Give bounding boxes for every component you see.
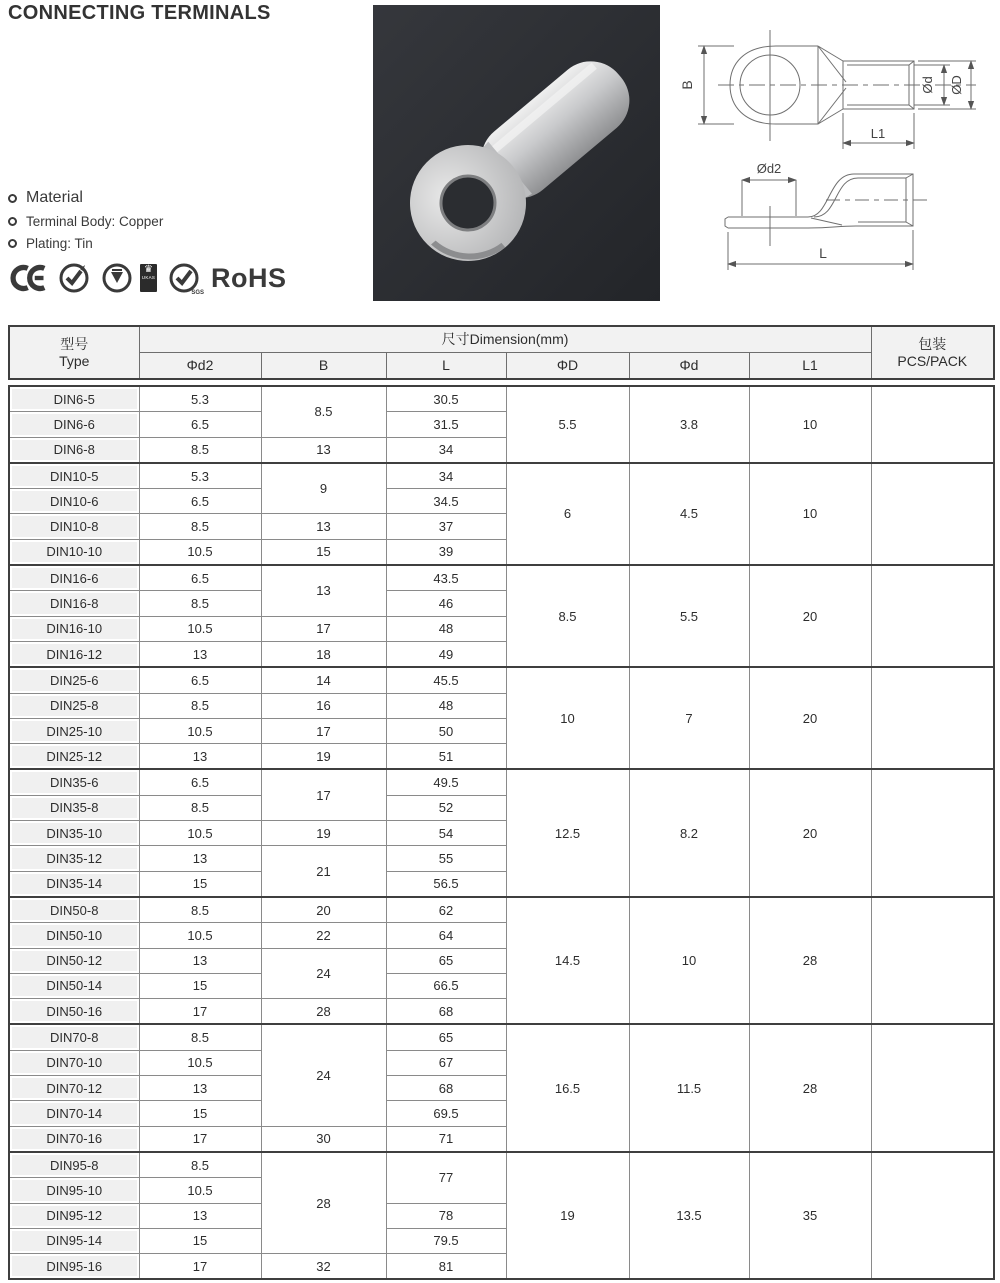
type-cell: DIN35-14 bbox=[9, 871, 139, 897]
phi-d-cell: 11.5 bbox=[629, 1024, 749, 1151]
crown-icon: ♛ bbox=[144, 264, 153, 275]
product-photo bbox=[373, 3, 660, 301]
type-cell: DIN25-6 bbox=[9, 667, 139, 693]
header-col-phid: Φd bbox=[629, 353, 749, 380]
phi-d-cell: 4.5 bbox=[629, 463, 749, 565]
type-cell: DIN25-8 bbox=[9, 693, 139, 718]
terminal-side-view-drawing bbox=[678, 158, 998, 303]
type-cell: DIN70-8 bbox=[9, 1024, 139, 1050]
l-cell: 55 bbox=[386, 846, 506, 871]
b-cell: 24 bbox=[261, 948, 386, 999]
type-cell: DIN50-16 bbox=[9, 999, 139, 1025]
phi-d2-cell: 8.5 bbox=[139, 693, 261, 718]
phi-d2-cell: 10.5 bbox=[139, 821, 261, 846]
b-cell: 19 bbox=[261, 744, 386, 770]
header-pack-zh: 包装 bbox=[918, 335, 947, 352]
type-cell: DIN35-10 bbox=[9, 821, 139, 846]
l1-cell: 20 bbox=[749, 769, 871, 896]
l1-cell: 20 bbox=[749, 667, 871, 769]
l-cell: 77 bbox=[386, 1152, 506, 1203]
material-section bbox=[8, 189, 163, 258]
phi-d2-cell: 10.5 bbox=[139, 1178, 261, 1203]
pack-cell bbox=[871, 565, 994, 667]
material-item-row bbox=[8, 236, 163, 251]
l-cell: 51 bbox=[386, 744, 506, 770]
l-cell: 65 bbox=[386, 948, 506, 973]
sgs-badge bbox=[168, 262, 204, 296]
phi-d2-cell: 6.5 bbox=[139, 667, 261, 693]
type-cell: DIN10-10 bbox=[9, 539, 139, 565]
type-cell: DIN70-12 bbox=[9, 1076, 139, 1101]
pack-cell bbox=[871, 463, 994, 565]
dim-label-l: L bbox=[819, 245, 827, 261]
b-cell: 14 bbox=[261, 667, 386, 693]
l-cell: 54 bbox=[386, 821, 506, 846]
phi-d2-cell: 10.5 bbox=[139, 718, 261, 743]
phi-D-cell: 16.5 bbox=[506, 1024, 629, 1151]
l-cell: 68 bbox=[386, 999, 506, 1025]
pack-cell bbox=[871, 386, 994, 463]
b-cell: 30 bbox=[261, 1126, 386, 1152]
l-cell: 68 bbox=[386, 1076, 506, 1101]
l-cell: 48 bbox=[386, 616, 506, 641]
dim-label-phiD: ØD bbox=[949, 75, 964, 95]
material-item: Plating: Tin bbox=[26, 236, 93, 251]
phi-d2-cell: 13 bbox=[139, 641, 261, 667]
phi-d-cell: 10 bbox=[629, 897, 749, 1024]
b-cell: 15 bbox=[261, 539, 386, 565]
type-cell: DIN70-14 bbox=[9, 1101, 139, 1126]
b-cell: 13 bbox=[261, 437, 386, 463]
b-cell: 24 bbox=[261, 1024, 386, 1126]
table-row bbox=[9, 565, 994, 591]
header-type-en: Type bbox=[59, 352, 90, 369]
type-cell: DIN70-16 bbox=[9, 1126, 139, 1152]
l1-cell: 10 bbox=[749, 386, 871, 463]
ukas-text: UKAS bbox=[141, 275, 156, 280]
header-col-l1: L1 bbox=[749, 353, 871, 380]
l-cell: 43.5 bbox=[386, 565, 506, 591]
l1-cell: 20 bbox=[749, 565, 871, 667]
type-cell: DIN35-6 bbox=[9, 769, 139, 795]
b-cell: 8.5 bbox=[261, 386, 386, 437]
material-heading: Material bbox=[26, 189, 83, 206]
l-cell: 69.5 bbox=[386, 1101, 506, 1126]
b-cell: 28 bbox=[261, 999, 386, 1025]
l-cell: 56.5 bbox=[386, 871, 506, 897]
b-cell: 28 bbox=[261, 1152, 386, 1254]
header-pack-cell bbox=[871, 326, 994, 379]
bullet-icon bbox=[8, 239, 17, 248]
type-cell: DIN95-12 bbox=[9, 1203, 139, 1228]
type-cell: DIN95-14 bbox=[9, 1228, 139, 1253]
dim-label-phid2: Ød2 bbox=[756, 161, 782, 176]
l-cell: 30.5 bbox=[386, 386, 506, 412]
ukas-label-box bbox=[140, 264, 157, 292]
header-type-cell bbox=[9, 326, 139, 379]
phi-d2-cell: 17 bbox=[139, 1254, 261, 1280]
phi-d2-cell: 15 bbox=[139, 1228, 261, 1253]
phi-d2-cell: 15 bbox=[139, 973, 261, 998]
b-cell: 17 bbox=[261, 718, 386, 743]
phi-d-cell: 13.5 bbox=[629, 1152, 749, 1279]
bullet-icon bbox=[8, 194, 17, 203]
phi-d2-cell: 6.5 bbox=[139, 565, 261, 591]
spec-table bbox=[8, 385, 995, 1280]
type-cell: DIN10-8 bbox=[9, 514, 139, 539]
ukas-crown-badge-icon bbox=[101, 262, 133, 294]
phi-d2-cell: 10.5 bbox=[139, 539, 261, 565]
type-cell: DIN6-5 bbox=[9, 386, 139, 412]
phi-D-cell: 12.5 bbox=[506, 769, 629, 896]
sgs-text: SGS bbox=[191, 290, 204, 296]
type-cell: DIN95-16 bbox=[9, 1254, 139, 1280]
phi-D-cell: 10 bbox=[506, 667, 629, 769]
pack-cell bbox=[871, 667, 994, 769]
phi-d2-cell: 6.5 bbox=[139, 412, 261, 437]
b-cell: 18 bbox=[261, 641, 386, 667]
type-cell: DIN50-12 bbox=[9, 948, 139, 973]
phi-d2-cell: 8.5 bbox=[139, 437, 261, 463]
phi-D-cell: 6 bbox=[506, 463, 629, 565]
type-cell: DIN25-12 bbox=[9, 744, 139, 770]
l-cell: 65 bbox=[386, 1024, 506, 1050]
l-cell: 79.5 bbox=[386, 1228, 506, 1253]
b-cell: 20 bbox=[261, 897, 386, 923]
page-title: CONNECTING TERMINALS bbox=[8, 2, 271, 24]
b-cell: 13 bbox=[261, 514, 386, 539]
pack-cell bbox=[871, 1024, 994, 1151]
phi-d2-cell: 5.3 bbox=[139, 463, 261, 489]
phi-d2-cell: 13 bbox=[139, 1076, 261, 1101]
quality-check-badge-icon bbox=[58, 262, 90, 294]
phi-d2-cell: 17 bbox=[139, 999, 261, 1025]
l-cell: 66.5 bbox=[386, 973, 506, 998]
l-cell: 31.5 bbox=[386, 412, 506, 437]
type-cell: DIN35-12 bbox=[9, 846, 139, 871]
l-cell: 34.5 bbox=[386, 489, 506, 514]
table-row bbox=[9, 897, 994, 923]
phi-d2-cell: 6.5 bbox=[139, 769, 261, 795]
type-cell: DIN50-8 bbox=[9, 897, 139, 923]
material-heading-row bbox=[8, 189, 163, 207]
type-cell: DIN16-8 bbox=[9, 591, 139, 616]
header-col-l: L bbox=[386, 353, 506, 380]
material-item-row bbox=[8, 214, 163, 229]
phi-d2-cell: 6.5 bbox=[139, 489, 261, 514]
l-cell: 49 bbox=[386, 641, 506, 667]
header-col-phid2: Φd2 bbox=[139, 353, 261, 380]
l-cell: 78 bbox=[386, 1203, 506, 1228]
dim-label-l1: L1 bbox=[870, 126, 886, 141]
phi-d2-cell: 15 bbox=[139, 1101, 261, 1126]
phi-d-cell: 7 bbox=[629, 667, 749, 769]
type-cell: DIN16-6 bbox=[9, 565, 139, 591]
terminal-top-view-drawing bbox=[678, 16, 998, 161]
phi-d2-cell: 13 bbox=[139, 948, 261, 973]
l-cell: 34 bbox=[386, 463, 506, 489]
header-col-phiD: ΦD bbox=[506, 353, 629, 380]
b-cell: 13 bbox=[261, 565, 386, 616]
phi-d2-cell: 10.5 bbox=[139, 1050, 261, 1075]
bullet-icon bbox=[8, 217, 17, 226]
pack-cell bbox=[871, 769, 994, 896]
l-cell: 49.5 bbox=[386, 769, 506, 795]
phi-d2-cell: 10.5 bbox=[139, 616, 261, 641]
phi-d2-cell: 8.5 bbox=[139, 514, 261, 539]
l1-cell: 35 bbox=[749, 1152, 871, 1279]
l-cell: 50 bbox=[386, 718, 506, 743]
b-cell: 32 bbox=[261, 1254, 386, 1280]
b-cell: 19 bbox=[261, 821, 386, 846]
type-cell: DIN50-14 bbox=[9, 973, 139, 998]
b-cell: 9 bbox=[261, 463, 386, 514]
table-row bbox=[9, 1024, 994, 1050]
l-cell: 67 bbox=[386, 1050, 506, 1075]
phi-d2-cell: 13 bbox=[139, 744, 261, 770]
rohs-label: RoHS bbox=[211, 262, 287, 293]
type-cell: DIN16-12 bbox=[9, 641, 139, 667]
phi-d2-cell: 13 bbox=[139, 846, 261, 871]
phi-D-cell: 14.5 bbox=[506, 897, 629, 1024]
material-item: Terminal Body: Copper bbox=[26, 214, 164, 229]
l-cell: 37 bbox=[386, 514, 506, 539]
type-cell: DIN6-8 bbox=[9, 437, 139, 463]
type-cell: DIN10-5 bbox=[9, 463, 139, 489]
l1-cell: 28 bbox=[749, 897, 871, 1024]
l-cell: 46 bbox=[386, 591, 506, 616]
table-row bbox=[9, 386, 994, 412]
b-cell: 16 bbox=[261, 693, 386, 718]
type-cell: DIN25-10 bbox=[9, 718, 139, 743]
l-cell: 71 bbox=[386, 1126, 506, 1152]
l-cell: 52 bbox=[386, 795, 506, 820]
phi-D-cell: 8.5 bbox=[506, 565, 629, 667]
phi-d2-cell: 8.5 bbox=[139, 1152, 261, 1178]
dim-label-phid: Ød bbox=[920, 76, 935, 94]
dim-label-b: B bbox=[679, 80, 695, 90]
header-row-1 bbox=[9, 326, 994, 353]
type-cell: DIN35-8 bbox=[9, 795, 139, 820]
phi-d2-cell: 15 bbox=[139, 871, 261, 897]
phi-d-cell: 3.8 bbox=[629, 386, 749, 463]
type-cell: DIN10-6 bbox=[9, 489, 139, 514]
header-dimension-cell: 尺寸Dimension(mm) bbox=[139, 326, 871, 353]
spec-table-body bbox=[9, 386, 994, 1279]
ce-mark-icon bbox=[5, 263, 47, 293]
l1-cell: 10 bbox=[749, 463, 871, 565]
l-cell: 64 bbox=[386, 923, 506, 948]
terminal-photo-illustration bbox=[373, 3, 660, 301]
spec-table-header bbox=[8, 325, 995, 380]
phi-D-cell: 5.5 bbox=[506, 386, 629, 463]
phi-d2-cell: 5.3 bbox=[139, 386, 261, 412]
b-cell: 22 bbox=[261, 923, 386, 948]
l1-cell: 28 bbox=[749, 1024, 871, 1151]
phi-d2-cell: 8.5 bbox=[139, 897, 261, 923]
l-cell: 34 bbox=[386, 437, 506, 463]
b-cell: 17 bbox=[261, 769, 386, 820]
header-col-b: B bbox=[261, 353, 386, 380]
type-cell: DIN70-10 bbox=[9, 1050, 139, 1075]
l-cell: 39 bbox=[386, 539, 506, 565]
type-cell: DIN95-8 bbox=[9, 1152, 139, 1178]
header-row-2 bbox=[9, 353, 994, 380]
pack-cell bbox=[871, 1152, 994, 1279]
header-pack-en: PCS/PACK bbox=[897, 352, 968, 369]
pack-cell bbox=[871, 897, 994, 1024]
phi-d-cell: 8.2 bbox=[629, 769, 749, 896]
table-row bbox=[9, 463, 994, 489]
l-cell: 45.5 bbox=[386, 667, 506, 693]
l-cell: 81 bbox=[386, 1254, 506, 1280]
table-row bbox=[9, 1152, 994, 1178]
type-cell: DIN50-10 bbox=[9, 923, 139, 948]
b-cell: 21 bbox=[261, 846, 386, 897]
certification-row bbox=[5, 256, 287, 300]
l-cell: 62 bbox=[386, 897, 506, 923]
header-type-zh: 型号 bbox=[60, 335, 89, 352]
l-cell: 48 bbox=[386, 693, 506, 718]
type-cell: DIN95-10 bbox=[9, 1178, 139, 1203]
table-row bbox=[9, 667, 994, 693]
table-row bbox=[9, 769, 994, 795]
phi-d2-cell: 8.5 bbox=[139, 795, 261, 820]
phi-d2-cell: 10.5 bbox=[139, 923, 261, 948]
phi-d2-cell: 17 bbox=[139, 1126, 261, 1152]
phi-d2-cell: 13 bbox=[139, 1203, 261, 1228]
phi-D-cell: 19 bbox=[506, 1152, 629, 1279]
type-cell: DIN16-10 bbox=[9, 616, 139, 641]
phi-d2-cell: 8.5 bbox=[139, 591, 261, 616]
type-cell: DIN6-6 bbox=[9, 412, 139, 437]
b-cell: 17 bbox=[261, 616, 386, 641]
phi-d2-cell: 8.5 bbox=[139, 1024, 261, 1050]
phi-d-cell: 5.5 bbox=[629, 565, 749, 667]
